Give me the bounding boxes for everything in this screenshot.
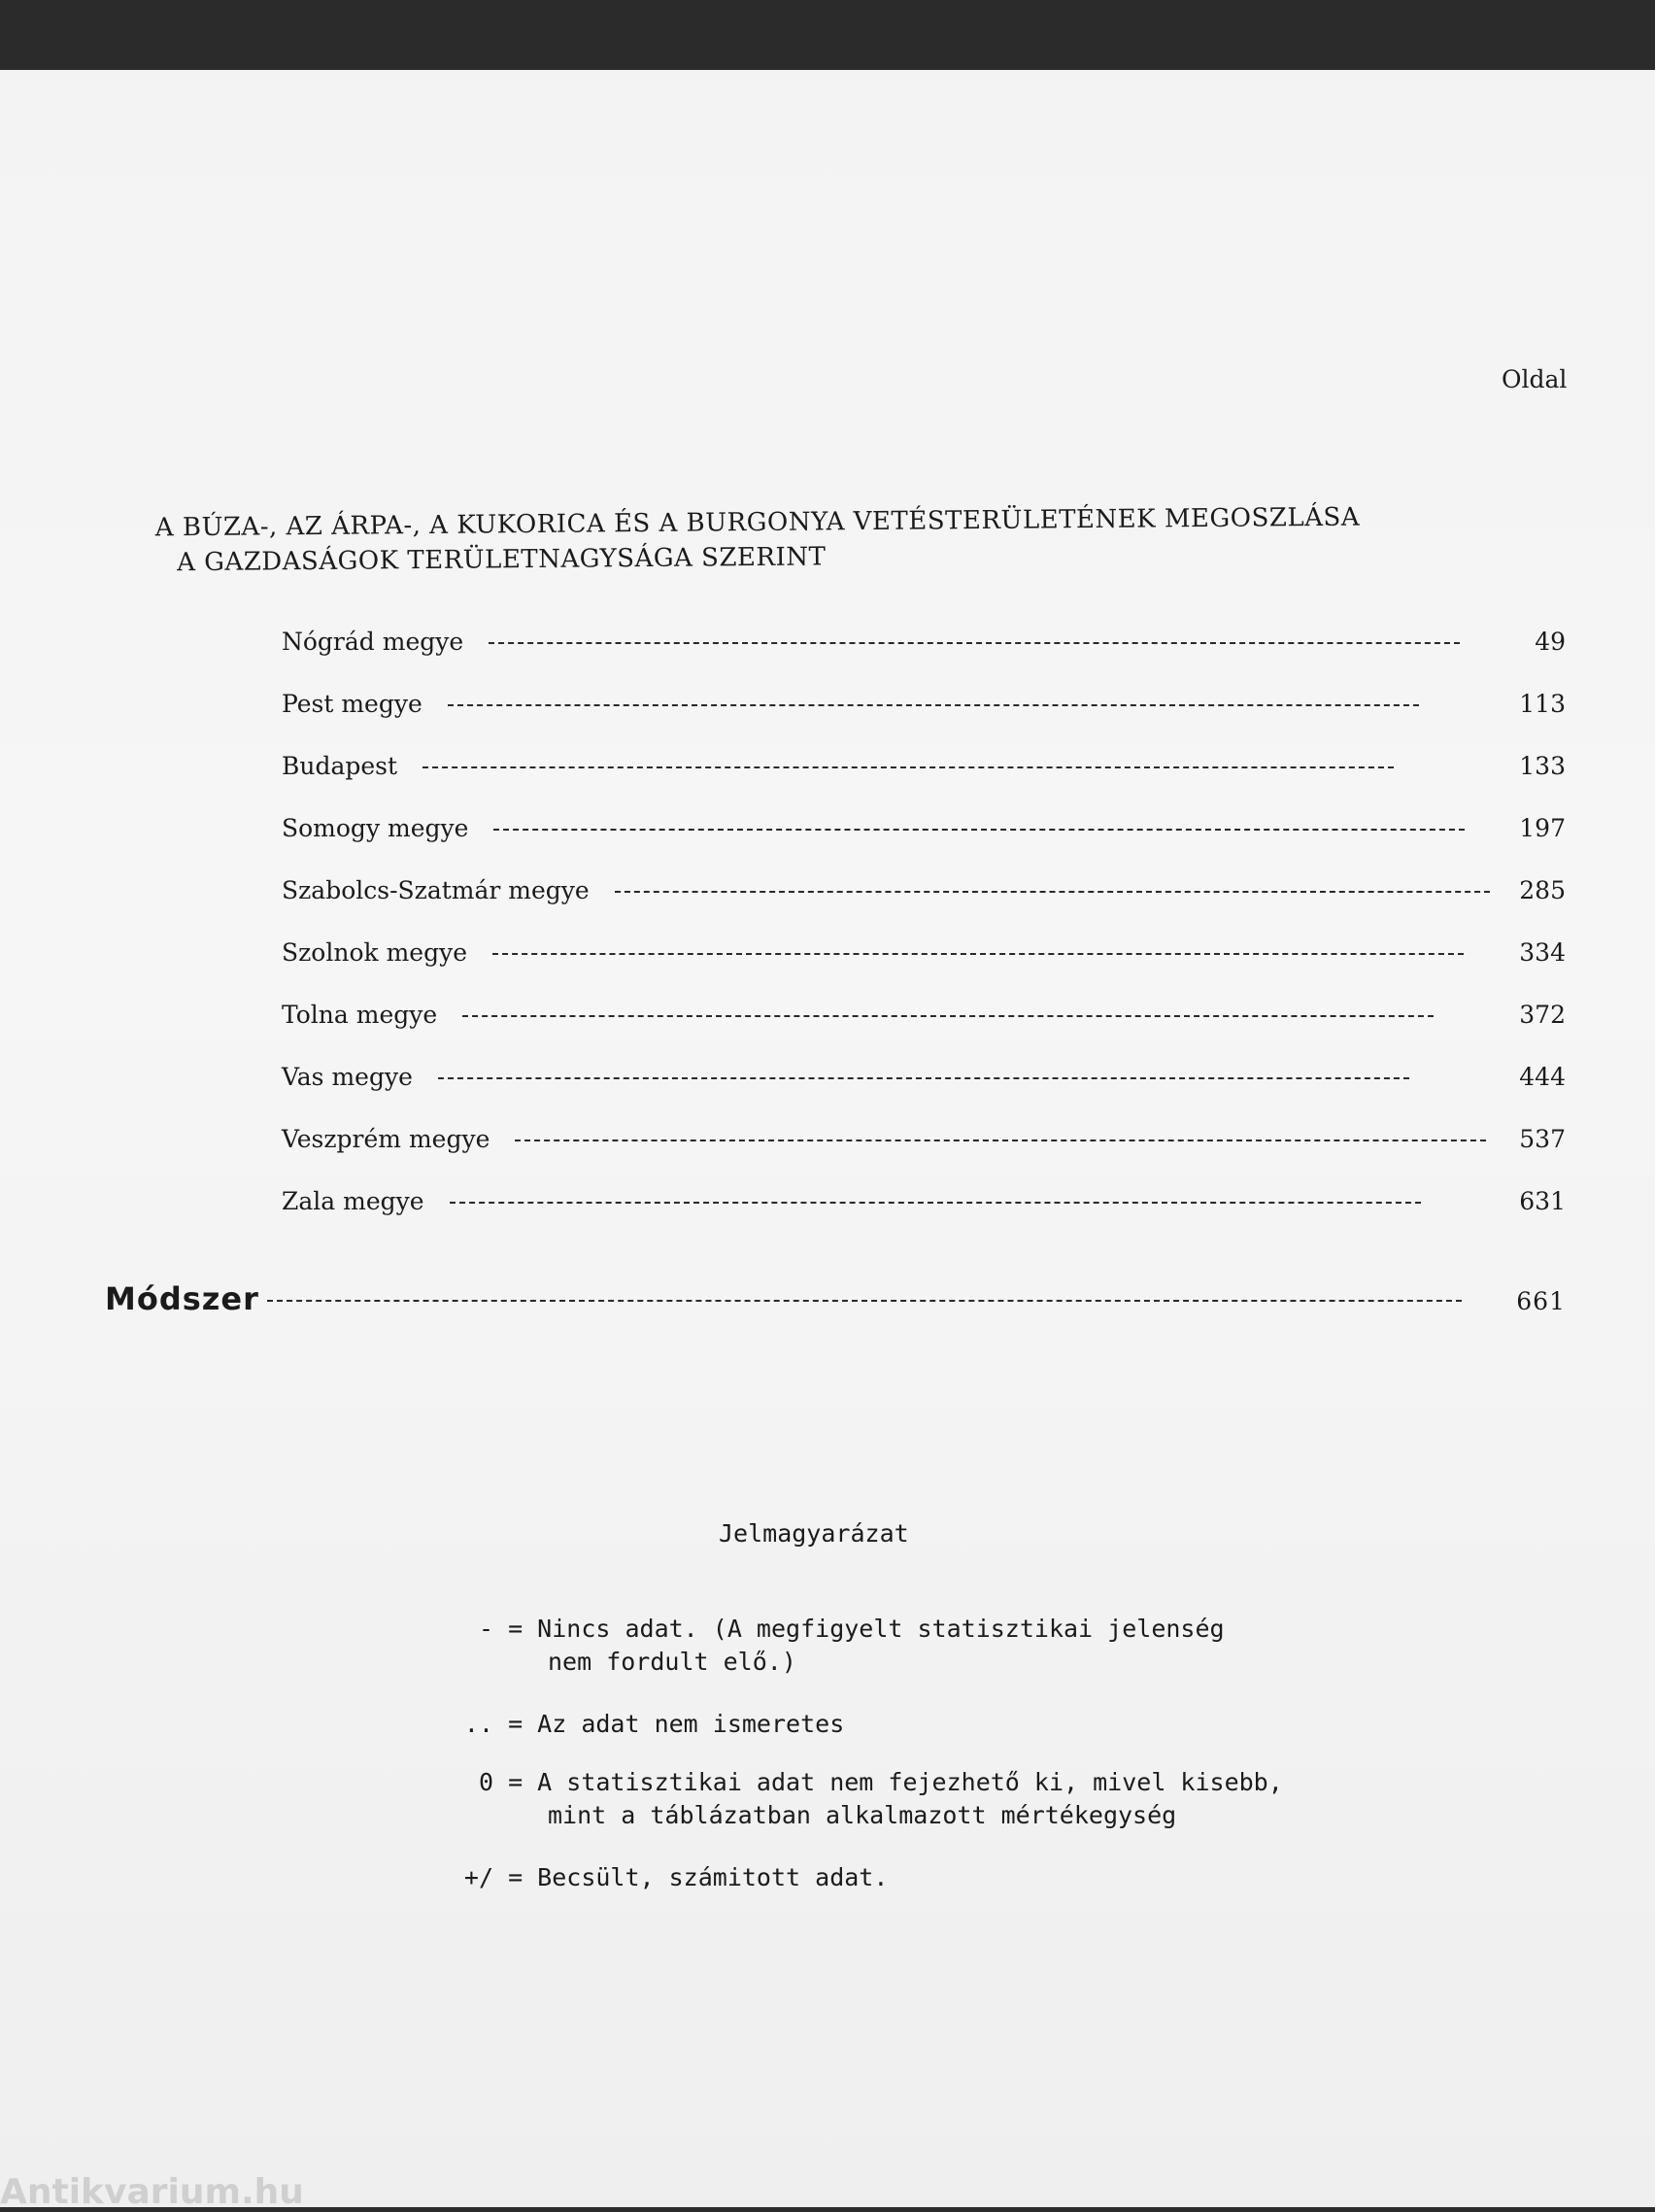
legend-item <box>458 1861 888 1894</box>
toc-entry-page: 631 <box>1519 1187 1566 1215</box>
toc-entry-page: 133 <box>1519 752 1566 780</box>
dot-leader <box>422 766 1394 768</box>
toc-entry-page: 113 <box>1519 690 1566 718</box>
legend-symbol: - <box>478 1615 493 1643</box>
toc-entry-page: 537 <box>1519 1125 1566 1153</box>
toc-entry[interactable] <box>282 1063 1566 1102</box>
legend-item <box>458 1708 844 1741</box>
toc-entry[interactable] <box>282 876 1566 915</box>
toc-entry-page: 444 <box>1519 1063 1566 1091</box>
legend-text: = Nincs adat. (A megfigyelt statisztikai jelenség <box>508 1615 1225 1643</box>
legend-symbol: .. <box>463 1710 493 1738</box>
section-title-line-2: A GAZDASÁGOK TERÜLETNAGYSÁGA SZERINT <box>177 542 827 578</box>
page-column-label: Oldal <box>1502 365 1568 393</box>
legend-text: = Az adat nem ismeretes <box>508 1710 845 1738</box>
toc-entry-label: Veszprém megye <box>282 1125 490 1153</box>
toc-entry[interactable] <box>282 1001 1566 1039</box>
dot-leader <box>493 829 1465 831</box>
toc-entry-label: Vas megye <box>282 1063 413 1091</box>
method-page: 661 <box>1516 1287 1566 1315</box>
toc-entry-label: Szabolcs-Szatmár megye <box>282 876 590 904</box>
toc-entry-page: 285 <box>1519 876 1566 904</box>
toc-entry-label: Zala megye <box>282 1187 424 1215</box>
watermark: Antikvarium.hu <box>0 2172 304 2212</box>
toc-entry[interactable] <box>282 628 1566 666</box>
toc-entry-page: 334 <box>1519 938 1566 967</box>
toc-entry[interactable] <box>282 814 1566 853</box>
dot-leader <box>492 953 1464 955</box>
show-through-lines <box>583 1168 1457 1169</box>
legend-text-continued: mint a táblázatban alkalmazott mértékegység <box>548 1801 1177 1829</box>
toc-entry-label: Somogy megye <box>282 814 469 842</box>
dot-leader <box>448 704 1419 706</box>
toc-entry-page: 197 <box>1519 814 1566 842</box>
section-title <box>155 500 1361 581</box>
legend-symbol: +/ <box>463 1863 493 1891</box>
toc-entry[interactable] <box>282 938 1566 977</box>
legend-symbol: 0 <box>478 1768 493 1796</box>
toc-entry[interactable] <box>282 752 1566 791</box>
toc-entry[interactable] <box>282 690 1566 729</box>
toc-entry-label: Pest megye <box>282 690 422 718</box>
toc-entry[interactable] <box>282 1125 1566 1164</box>
toc-entry-label: Nógrád megye <box>282 628 464 656</box>
toc-entry-method[interactable] <box>105 1280 1566 1317</box>
toc-entry-page: 49 <box>1535 628 1566 656</box>
legend-item <box>474 1613 1225 1679</box>
dot-leader <box>615 891 1490 893</box>
toc-entry-label: Budapest <box>282 752 398 780</box>
toc-entry-label: Szolnok megye <box>282 938 468 967</box>
dot-leader <box>515 1140 1486 1141</box>
legend-text-continued: nem fordult elő.) <box>548 1648 796 1676</box>
section-title-line-1: A BÚZA-, AZ ÁRPA-, A KUKORICA ÉS A BURGONYA VETÉSTERÜLETÉNEK MEGOSZLÁSA <box>154 502 1361 543</box>
legend-text: = Becsült, számitott adat. <box>508 1863 889 1891</box>
dot-leader <box>462 1015 1434 1017</box>
toc-entry-page: 372 <box>1519 1001 1566 1029</box>
toc-entry[interactable] <box>282 1187 1566 1226</box>
legend-text: = A statisztikai adat nem fejezhető ki, mivel kisebb, <box>508 1768 1283 1796</box>
legend-item <box>474 1766 1283 1832</box>
dot-leader <box>450 1202 1421 1204</box>
legend-title: Jelmagyarázat <box>719 1519 909 1548</box>
toc-entry-label: Tolna megye <box>282 1001 438 1029</box>
dot-leader <box>267 1300 1462 1302</box>
dot-leader <box>489 642 1460 644</box>
document-page <box>0 70 1655 2212</box>
method-label: Módszer <box>105 1280 259 1317</box>
dot-leader <box>438 1077 1409 1079</box>
